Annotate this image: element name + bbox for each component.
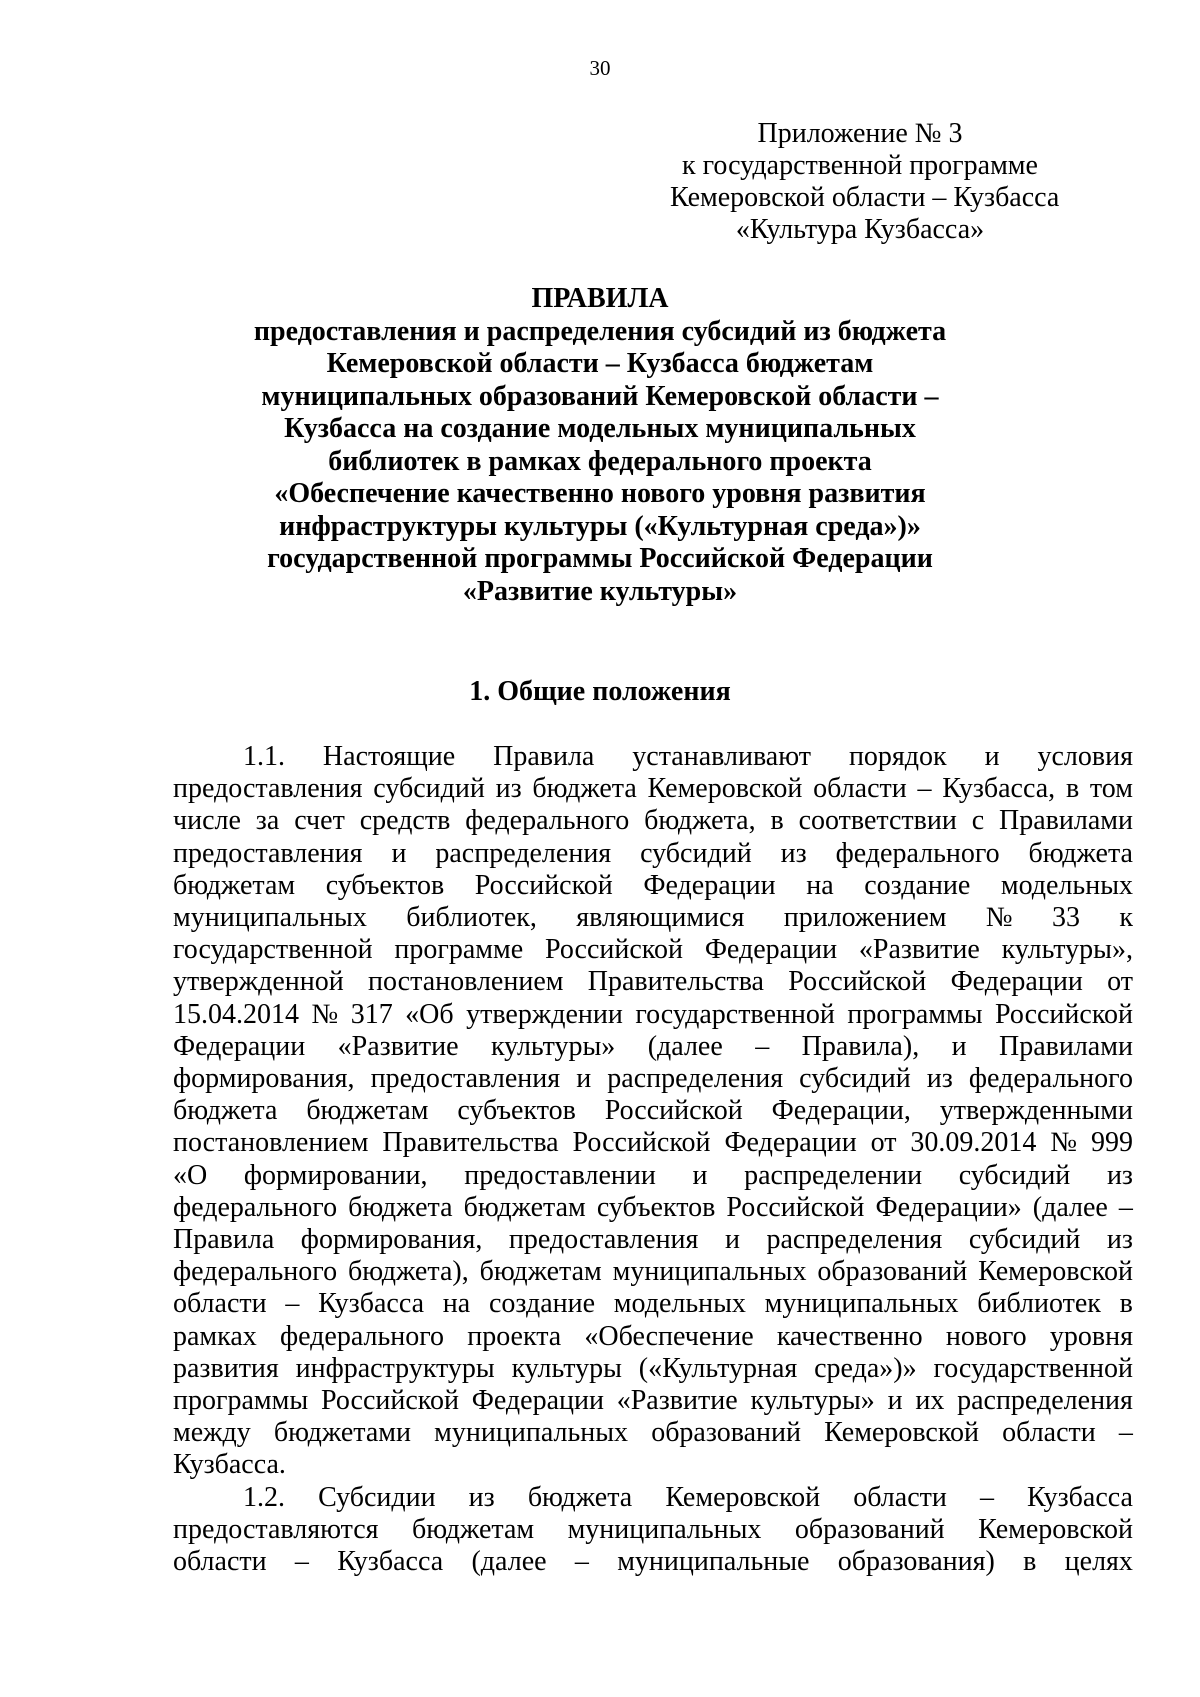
body-line	[173, 1127, 1133, 1159]
body-word: распределения	[766, 1224, 943, 1256]
title-line-4: Кузбасса на создание модельных муниципальных	[284, 413, 916, 444]
body-word: бюджета	[527, 1481, 633, 1513]
body-word: распределения	[435, 837, 612, 869]
body-word: Настоящие	[322, 741, 456, 772]
body-word: утвержденной	[173, 966, 344, 998]
body-word: –	[979, 1481, 994, 1513]
body-word: к	[1119, 902, 1133, 934]
body-word: Российской	[726, 1191, 865, 1223]
body-word: Правила	[173, 1224, 275, 1256]
body-line	[173, 1192, 1133, 1224]
body-word: Федерации	[724, 1127, 857, 1159]
body-word: 999	[1090, 1127, 1133, 1159]
body-line	[173, 1353, 1133, 1385]
body-word: №	[311, 998, 339, 1030]
body-word: «Обеспечение	[584, 1320, 754, 1352]
body-word: приложением	[783, 902, 947, 934]
body-word: «О	[173, 1159, 208, 1191]
body-word: 317	[350, 998, 393, 1030]
body-word: образований	[794, 1513, 945, 1545]
body-word: бюджетам	[173, 869, 296, 901]
body-word: рамках	[173, 1320, 257, 1352]
body-word: бюджетам	[463, 1191, 586, 1223]
body-word: субсидий	[799, 1063, 911, 1095]
body-word: 1.1.	[243, 741, 285, 772]
body-line	[173, 870, 1133, 902]
body-word: Кузбасса	[1027, 1481, 1133, 1513]
body-word: бюджета	[348, 1191, 453, 1223]
body-word: Кемеровской	[978, 1513, 1133, 1545]
body-word: муниципальные	[617, 1546, 810, 1578]
body-word: государственной	[933, 1352, 1133, 1384]
body-word: Кемеровской	[665, 1481, 821, 1513]
body-word: устанавливают	[632, 741, 812, 772]
body-word: «Об	[405, 998, 454, 1030]
body-word: –	[294, 1546, 309, 1578]
body-word: бюджета),	[347, 1256, 469, 1288]
body-word: постановлением	[368, 966, 564, 998]
body-line	[173, 1321, 1133, 1353]
body-line	[173, 1514, 1133, 1546]
body-word: –	[917, 773, 932, 805]
body-word: за	[255, 805, 280, 837]
title-line-1: предоставления и распределения субсидий из бюджета	[253, 315, 947, 347]
body-word: 33	[1052, 902, 1080, 934]
body-word: Правила),	[801, 1030, 920, 1062]
body-word: федерального	[968, 1063, 1133, 1095]
body-line	[173, 902, 1133, 934]
body-word: субсидий	[968, 1224, 1081, 1256]
body-word: предоставляются	[173, 1513, 379, 1545]
body-word: с	[971, 805, 985, 837]
title-line-7: инфраструктуры культуры («Культурная среда»)»	[279, 510, 921, 542]
body-word: из	[495, 773, 522, 805]
body-word: распределении	[744, 1159, 923, 1191]
body-word: в	[1023, 1546, 1037, 1578]
body-word: распределения	[957, 1385, 1133, 1417]
body-word: являющимися	[576, 902, 745, 934]
body-word: счет	[294, 805, 345, 837]
body-word: (далее	[471, 1546, 547, 1578]
body-word: программе	[394, 934, 524, 966]
body-word: №	[985, 902, 1013, 934]
body-word: библиотек,	[406, 902, 537, 934]
appendix-line-4: «Культура Кузбасса»	[735, 214, 985, 245]
body-word: бюджета	[1028, 837, 1133, 869]
body-word: субъектов	[457, 1095, 576, 1127]
body-word: –	[574, 1546, 589, 1578]
body-line	[173, 1224, 1133, 1256]
body-word: Правилами	[998, 1030, 1133, 1062]
body-line	[173, 966, 1133, 998]
body-word: утвержденными	[939, 1095, 1133, 1127]
body-line	[173, 934, 1133, 966]
body-word: муниципальных	[434, 1417, 629, 1449]
body-word: бюджетам	[412, 1513, 535, 1545]
body-word: том	[1089, 773, 1133, 805]
body-line	[173, 1031, 1133, 1063]
body-word: области	[813, 773, 907, 805]
body-word: муниципальных	[612, 1256, 807, 1288]
section-heading: 1. Общие положения	[469, 676, 731, 707]
body-word: («Культурная	[638, 1352, 798, 1384]
appendix-line-3: Кемеровской области – Кузбасса	[670, 182, 1060, 213]
body-word: числе	[173, 805, 241, 837]
body-word: от	[870, 1127, 897, 1159]
body-word: Субсидии	[318, 1481, 436, 1513]
body-word: предоставления	[173, 837, 363, 869]
body-word: создание	[488, 1288, 596, 1320]
body-word: культуры»	[490, 1030, 616, 1062]
body-line	[173, 1385, 1133, 1417]
body-word: программы	[173, 1385, 309, 1417]
body-word: культуры»,	[1001, 934, 1133, 966]
body-word: на	[442, 1288, 471, 1320]
body-word: качественно	[776, 1320, 923, 1352]
body-word: Российской	[320, 1385, 459, 1417]
body-line	[173, 1288, 1133, 1320]
body-word: Кузбасса,	[942, 773, 1056, 805]
body-word: условия	[1037, 741, 1133, 772]
body-word: и	[391, 837, 407, 869]
body-word: бюджета	[532, 773, 637, 805]
section-body	[173, 741, 1133, 1578]
body-word: федерального	[173, 1256, 338, 1288]
body-word: и	[887, 1385, 903, 1417]
body-word: субсидий	[640, 837, 752, 869]
body-line	[173, 999, 1133, 1031]
body-word: из	[780, 837, 807, 869]
title-line-6: «Обеспечение качественно нового уровня развития	[274, 478, 926, 509]
body-word: 15.04.2014	[173, 998, 299, 1030]
body-line	[173, 1063, 1133, 1095]
body-word: 1.2.	[243, 1481, 285, 1513]
body-line	[173, 1417, 1133, 1449]
body-word: формирования,	[173, 1063, 355, 1095]
body-word: инфраструктуры	[295, 1352, 495, 1384]
body-word: Российской	[544, 934, 683, 966]
body-word: «Развитие	[616, 1385, 738, 1417]
body-word: создание	[864, 869, 971, 901]
body-word: между	[173, 1417, 251, 1449]
appendix-block	[670, 118, 1060, 246]
body-word: программы	[847, 998, 983, 1030]
appendix-line-1: Приложение № 3	[757, 118, 963, 149]
body-word: культуры	[511, 1352, 622, 1384]
body-word: –	[1118, 1191, 1133, 1223]
body-word: предоставления	[370, 1063, 561, 1095]
body-word: библиотек	[977, 1288, 1101, 1320]
body-word: области	[173, 1288, 267, 1320]
body-word: бюджетам	[306, 1095, 429, 1127]
body-word: государственной	[635, 998, 835, 1030]
body-word: бюджетами	[273, 1417, 412, 1449]
body-word: предоставлении	[464, 1159, 656, 1191]
body-word: федерального	[835, 837, 1000, 869]
body-word: субъектов	[596, 1191, 716, 1223]
body-word: «Развитие	[337, 1030, 459, 1062]
body-word: и	[984, 741, 1000, 772]
body-word: Кемеровской	[647, 773, 803, 805]
body-word: в	[1119, 1288, 1133, 1320]
body-word: образований	[817, 1256, 968, 1288]
body-word: образования)	[837, 1546, 995, 1578]
body-word: и	[951, 1030, 967, 1062]
body-word: «Развитие	[858, 934, 980, 966]
body-word: формирования,	[300, 1224, 483, 1256]
body-line	[173, 838, 1133, 870]
body-word: Кузбасса.	[173, 1449, 286, 1481]
body-word: Федерации	[643, 869, 776, 901]
body-word: от	[1107, 966, 1133, 998]
body-word: из	[926, 1063, 953, 1095]
title-line-8: государственной программы Российской Федерации	[267, 543, 933, 574]
body-word: Федерации	[471, 1385, 604, 1417]
body-word: муниципальных	[173, 902, 367, 934]
body-word: в	[770, 805, 784, 837]
body-word: предоставления	[508, 1224, 699, 1256]
body-word: их	[915, 1385, 945, 1417]
body-word: федерального	[279, 1320, 445, 1352]
body-word: порядок	[848, 741, 947, 772]
body-line	[173, 1160, 1133, 1192]
title-heading: ПРАВИЛА	[531, 283, 669, 314]
body-word: и	[724, 1224, 740, 1256]
body-word: распределения	[607, 1063, 784, 1095]
body-word: Российской	[995, 998, 1133, 1030]
body-word: соответствии	[798, 805, 957, 837]
body-word: Правительства	[382, 1127, 559, 1159]
body-word: –	[1118, 1417, 1133, 1449]
body-word: муниципальных	[764, 1288, 959, 1320]
body-word: из	[468, 1481, 495, 1513]
body-word: –	[285, 1288, 300, 1320]
body-word: бюджета	[173, 1095, 278, 1127]
body-word: Правилами	[999, 805, 1133, 837]
body-word: государственной	[173, 934, 373, 966]
body-word: Российской	[474, 869, 613, 901]
body-line	[173, 1095, 1133, 1127]
body-word: культуры»	[750, 1385, 875, 1417]
title-line-2: Кемеровской области – Кузбасса бюджетам	[326, 348, 874, 379]
body-word: утверждении	[466, 998, 623, 1030]
body-line	[173, 805, 1133, 837]
body-word: формировании,	[243, 1159, 428, 1191]
body-word: субъектов	[325, 869, 445, 901]
body-line	[173, 1482, 1133, 1514]
body-word: субсидий	[373, 773, 485, 805]
body-word: постановлением	[173, 1127, 369, 1159]
body-word: области	[1002, 1417, 1096, 1449]
body-word: из	[1106, 1159, 1133, 1191]
body-word: модельных	[613, 1288, 746, 1320]
body-word: 30.09.2014	[910, 1127, 1037, 1159]
body-word: на	[806, 869, 834, 901]
body-word: субсидий	[958, 1159, 1071, 1191]
body-word: бюджетам	[479, 1256, 602, 1288]
body-word: Российской	[788, 966, 927, 998]
title-line-3: муниципальных образований Кемеровской области –	[261, 380, 939, 412]
body-word: уровня	[1049, 1320, 1133, 1352]
body-word: модельных	[1000, 869, 1133, 901]
body-word: из	[1106, 1224, 1133, 1256]
body-word: Федерации	[950, 966, 1083, 998]
body-word: образований	[651, 1417, 801, 1449]
body-word: предоставления	[173, 773, 363, 805]
body-word: федерального	[465, 805, 630, 837]
body-word: Кемеровской	[824, 1417, 979, 1449]
body-word: Правительства	[587, 966, 764, 998]
body-word: в	[1065, 773, 1080, 805]
body-word: –	[755, 1030, 770, 1062]
body-word: (далее	[647, 1030, 723, 1062]
body-word: развития	[173, 1352, 279, 1384]
body-word: целях	[1064, 1546, 1133, 1578]
body-word: №	[1050, 1127, 1078, 1159]
body-line	[173, 773, 1133, 805]
body-word: Российской	[572, 1127, 711, 1159]
body-word: Федерации	[704, 934, 838, 966]
document-title	[150, 283, 1050, 608]
body-word: (далее	[1032, 1191, 1108, 1223]
body-word: области	[853, 1481, 947, 1513]
body-word: муниципальных	[567, 1513, 762, 1545]
body-word: Федерации,	[771, 1095, 911, 1127]
body-word: и	[692, 1159, 708, 1191]
body-word: Федерации	[173, 1030, 306, 1062]
body-word: области	[173, 1546, 267, 1578]
body-word: среда»)»	[814, 1352, 917, 1384]
body-word: нового	[945, 1320, 1027, 1352]
body-line	[173, 1546, 1133, 1578]
title-line-5: библиотек в рамках федерального проекта	[328, 445, 872, 477]
body-word: средств	[359, 805, 451, 837]
appendix-line-2: к государственной программе	[682, 150, 1038, 181]
body-word: бюджета,	[644, 805, 756, 837]
body-word: Кузбасса	[337, 1546, 444, 1578]
body-word: Правила	[493, 741, 595, 772]
page-number: 30	[589, 56, 611, 80]
body-word: и	[576, 1063, 592, 1095]
body-line	[173, 1449, 1133, 1481]
title-line-9: «Развитие культуры»	[462, 575, 738, 607]
body-line	[173, 741, 1133, 773]
body-word: Российской	[604, 1095, 743, 1127]
body-word: Кемеровской	[978, 1256, 1133, 1288]
body-word: Кузбасса	[318, 1288, 425, 1320]
body-line	[173, 1256, 1133, 1288]
body-word: федерального	[173, 1191, 338, 1223]
body-word: Федерации»	[875, 1191, 1022, 1223]
body-word: проекта	[467, 1320, 562, 1352]
